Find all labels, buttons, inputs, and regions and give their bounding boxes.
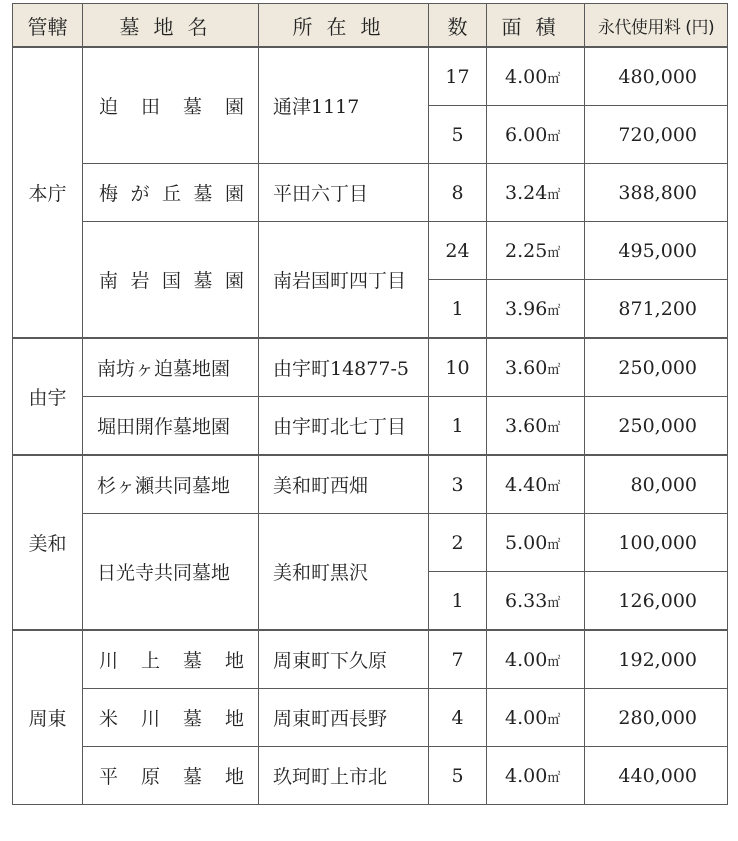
- cemetery-name: 平原墓地: [83, 747, 259, 805]
- area-cell: 4.00㎡: [487, 689, 585, 747]
- fee-cell: 100,000: [585, 514, 728, 572]
- table-row: [13, 397, 728, 456]
- table-row: [13, 630, 728, 689]
- count-cell: 1: [429, 397, 487, 456]
- area-cell: 2.25㎡: [487, 222, 585, 280]
- cemetery-name: 迫田墓園: [83, 47, 259, 164]
- table-row: [13, 514, 728, 572]
- table-row: [13, 47, 728, 106]
- count-cell: 1: [429, 280, 487, 339]
- count-cell: 5: [429, 106, 487, 164]
- fee-cell: 192,000: [585, 630, 728, 689]
- area-cell: 6.33㎡: [487, 572, 585, 631]
- jurisdiction-cell: 周東: [13, 630, 83, 805]
- count-cell: 24: [429, 222, 487, 280]
- cemetery-location: 周東町下久原: [259, 630, 429, 689]
- cemetery-location: 通津1117: [259, 47, 429, 164]
- cemetery-location: 周東町西長野: [259, 689, 429, 747]
- header-area: 面積: [487, 4, 585, 48]
- jurisdiction-cell: 本庁: [13, 47, 83, 338]
- area-cell: 3.60㎡: [487, 397, 585, 456]
- count-cell: 4: [429, 689, 487, 747]
- cemetery-location: 由宇町14877-5: [259, 338, 429, 397]
- fee-cell: 871,200: [585, 280, 728, 339]
- count-cell: 5: [429, 747, 487, 805]
- header-name: 墓地名: [83, 4, 259, 48]
- area-cell: 4.00㎡: [487, 747, 585, 805]
- cemetery-location: 平田六丁目: [259, 164, 429, 222]
- table-row: [13, 338, 728, 397]
- fee-cell: 480,000: [585, 47, 728, 106]
- area-cell: 3.24㎡: [487, 164, 585, 222]
- header-location: 所在地: [259, 4, 429, 48]
- header-count: 数: [429, 4, 487, 48]
- jurisdiction-cell: 由宇: [13, 338, 83, 455]
- fee-cell: 250,000: [585, 397, 728, 456]
- header-jurisdiction: 管轄: [13, 4, 83, 48]
- area-cell: 6.00㎡: [487, 106, 585, 164]
- table-row: [13, 164, 728, 222]
- fee-cell: 80,000: [585, 455, 728, 514]
- count-cell: 8: [429, 164, 487, 222]
- cemetery-name: 南坊ヶ迫墓地園: [83, 338, 259, 397]
- fee-cell: 720,000: [585, 106, 728, 164]
- cemetery-fee-table: [12, 3, 728, 805]
- jurisdiction-cell: 美和: [13, 455, 83, 630]
- area-cell: 4.00㎡: [487, 630, 585, 689]
- table-row: [13, 747, 728, 805]
- cemetery-location: 南岩国町四丁目: [259, 222, 429, 339]
- table-row: [13, 689, 728, 747]
- count-cell: 17: [429, 47, 487, 106]
- area-cell: 4.00㎡: [487, 47, 585, 106]
- fee-cell: 495,000: [585, 222, 728, 280]
- fee-cell: 388,800: [585, 164, 728, 222]
- count-cell: 7: [429, 630, 487, 689]
- count-cell: 10: [429, 338, 487, 397]
- header-row: [13, 4, 728, 48]
- cemetery-name: 日光寺共同墓地: [83, 514, 259, 631]
- cemetery-name: 杉ヶ瀬共同墓地: [83, 455, 259, 514]
- area-cell: 3.60㎡: [487, 338, 585, 397]
- table-row: [13, 222, 728, 280]
- area-cell: 3.96㎡: [487, 280, 585, 339]
- header-fee: 永代使用料 (円): [585, 4, 728, 48]
- cemetery-name: 堀田開作墓地園: [83, 397, 259, 456]
- cemetery-name: 梅が丘墓園: [83, 164, 259, 222]
- table-row: [13, 455, 728, 514]
- cemetery-location: 由宇町北七丁目: [259, 397, 429, 456]
- cemetery-name: 川上墓地: [83, 630, 259, 689]
- cemetery-name: 南岩国墓園: [83, 222, 259, 339]
- fee-cell: 280,000: [585, 689, 728, 747]
- area-cell: 5.00㎡: [487, 514, 585, 572]
- cemetery-location: 美和町西畑: [259, 455, 429, 514]
- fee-cell: 126,000: [585, 572, 728, 631]
- cemetery-name: 米川墓地: [83, 689, 259, 747]
- cemetery-location: 美和町黒沢: [259, 514, 429, 631]
- area-cell: 4.40㎡: [487, 455, 585, 514]
- count-cell: 1: [429, 572, 487, 631]
- count-cell: 2: [429, 514, 487, 572]
- count-cell: 3: [429, 455, 487, 514]
- fee-cell: 440,000: [585, 747, 728, 805]
- fee-cell: 250,000: [585, 338, 728, 397]
- cemetery-location: 玖珂町上市北: [259, 747, 429, 805]
